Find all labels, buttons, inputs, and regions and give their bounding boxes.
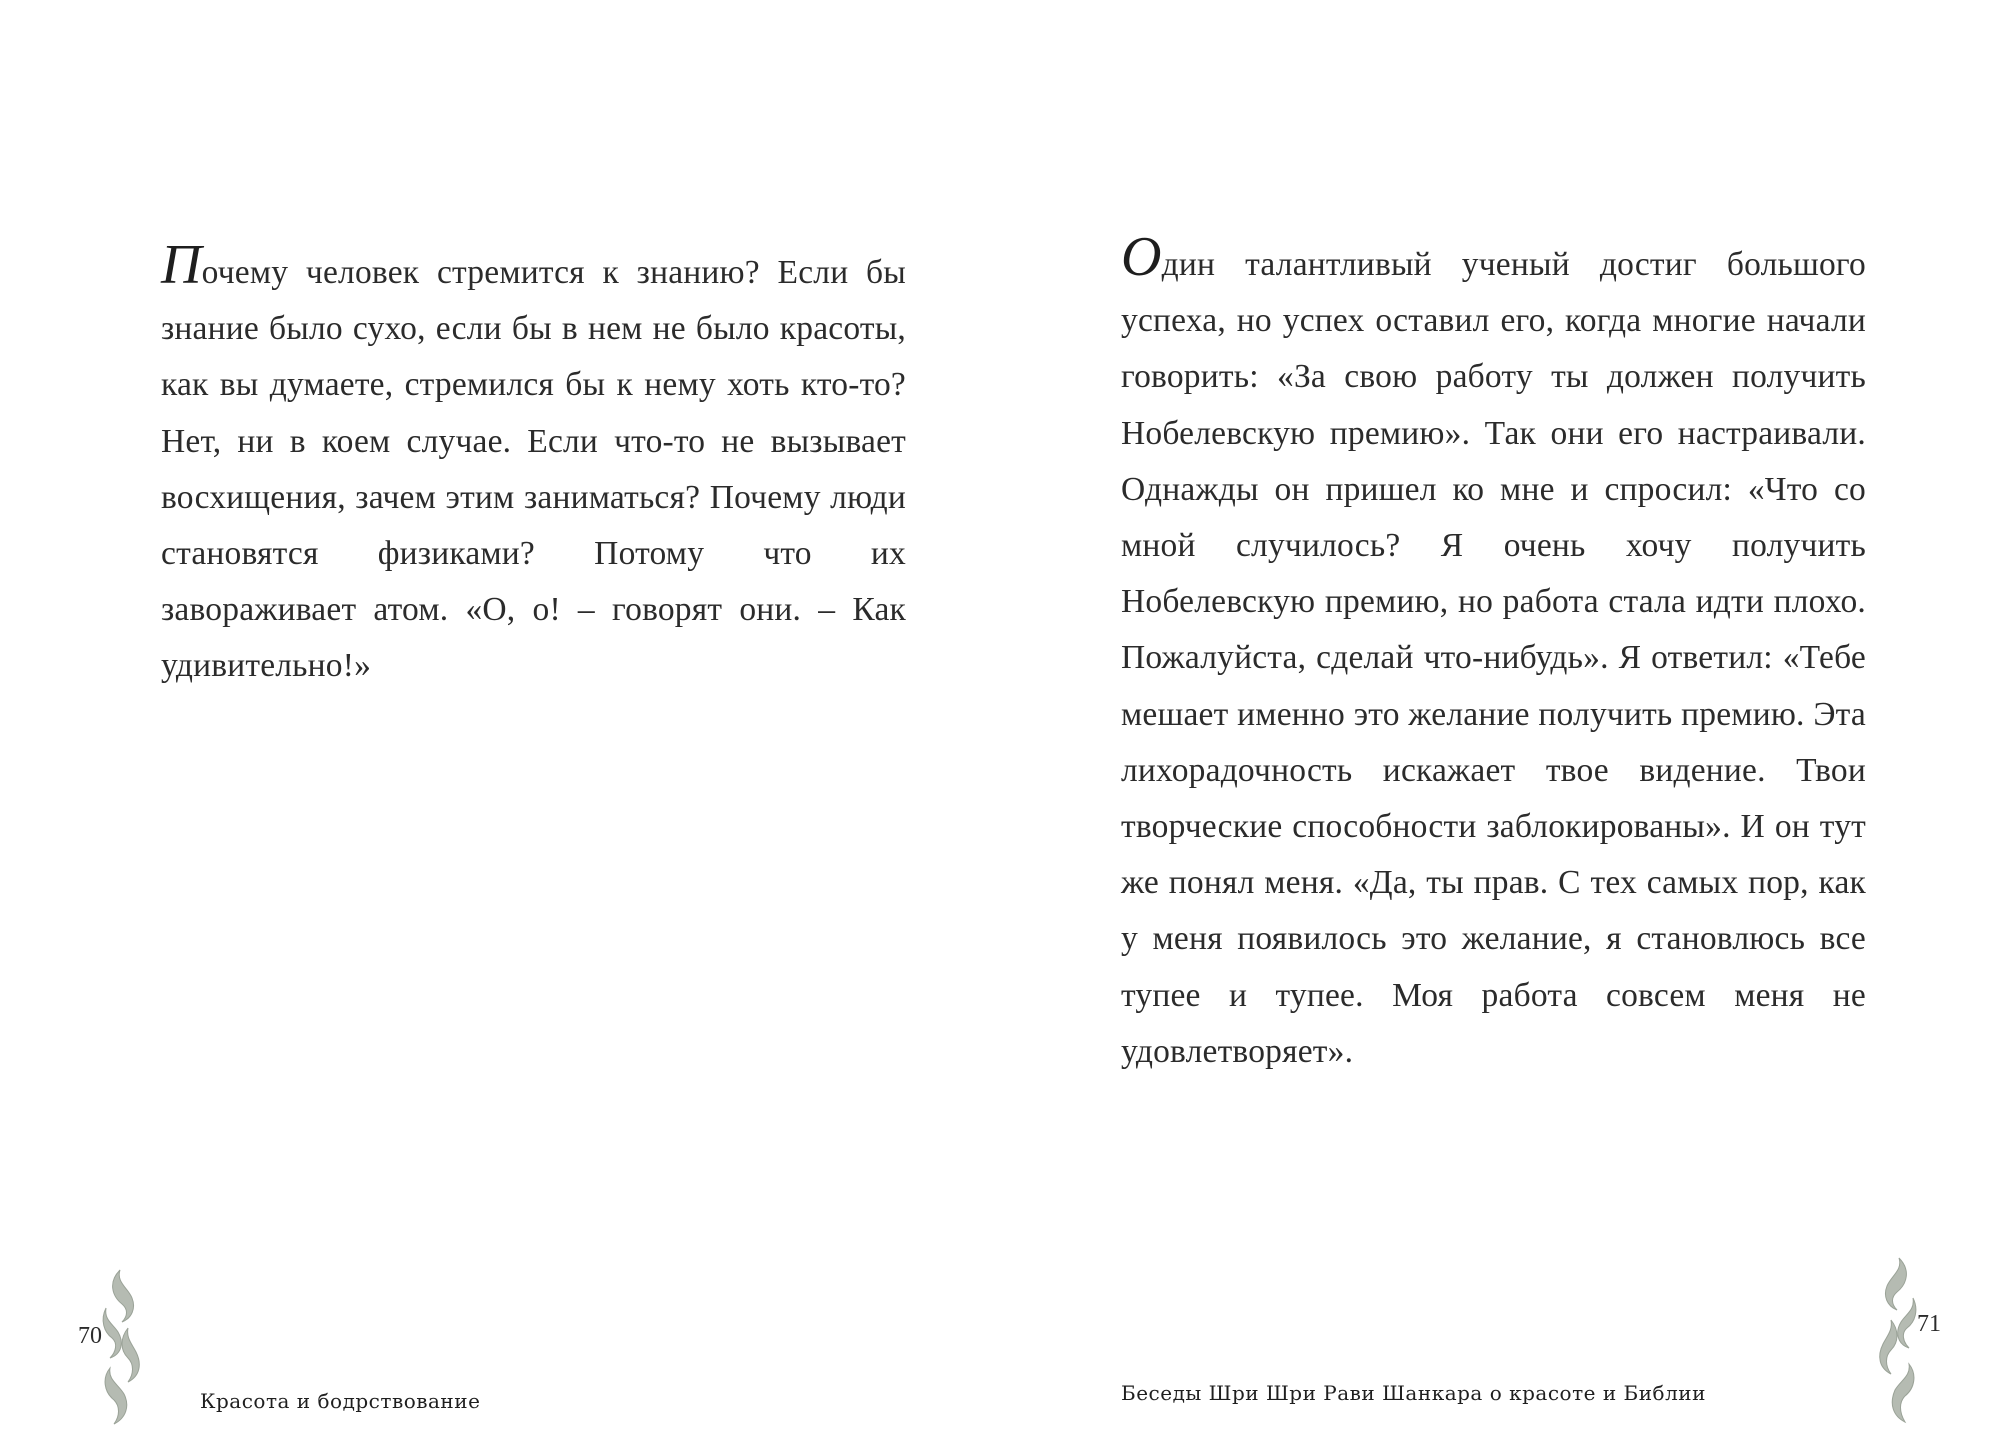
- page-number-right: 71: [1917, 1311, 1941, 1337]
- right-paragraph: [1121, 226, 1866, 1080]
- running-title-left: Красота и бодрствование: [200, 1389, 481, 1413]
- left-paragraph: [161, 234, 906, 695]
- right-dropcap: О: [1121, 226, 1162, 288]
- running-title-right: Беседы Шри Шри Рави Шанкара о красоте и Библии: [1121, 1381, 1706, 1405]
- flame-ornament-icon: [1871, 1256, 1921, 1432]
- flame-ornament-icon: [98, 1268, 148, 1432]
- left-paragraph-text: очему человек стремится к знанию? Если бы знание было сухо, если бы в нем не было красоты, как вы думаете, стремился бы к нему хоть кто-то? Нет, ни в коем случае. Если что-то не вызывает восхищения, зачем этим заниматься? Почему люди становятся физиками? Потому что их завораживает атом. «О, о! – говорят они. – Как удивительно!»: [161, 254, 906, 685]
- right-paragraph-text: дин талантливый ученый достиг большого успеха, но успех оставил его, когда многие начали говорить: «За свою работу ты должен получить Нобелевскую премию». Так они его настраивали. Однажды он пришел ко мне и спросил: «Что со мной случилось? Я очень хочу получить Нобелевскую премию, но работа стала идти плохо. Пожалуйста, сделай что-нибудь». Я ответил: «Тебе мешает именно это желание получить премию. Эта лихорадочность искажает твое видение. Твои творческие способности заблокированы». И он тут же понял меня. «Да, ты прав. С тех самых пор, как у меня появилось это желание, я становлюсь все тупее и тупее. Моя работа совсем меня не удовлетворяет».: [1121, 246, 1866, 1070]
- left-page: [0, 0, 1000, 1427]
- page-number-left: 70: [78, 1323, 102, 1349]
- left-dropcap: П: [161, 234, 202, 296]
- right-page: [1000, 0, 2000, 1427]
